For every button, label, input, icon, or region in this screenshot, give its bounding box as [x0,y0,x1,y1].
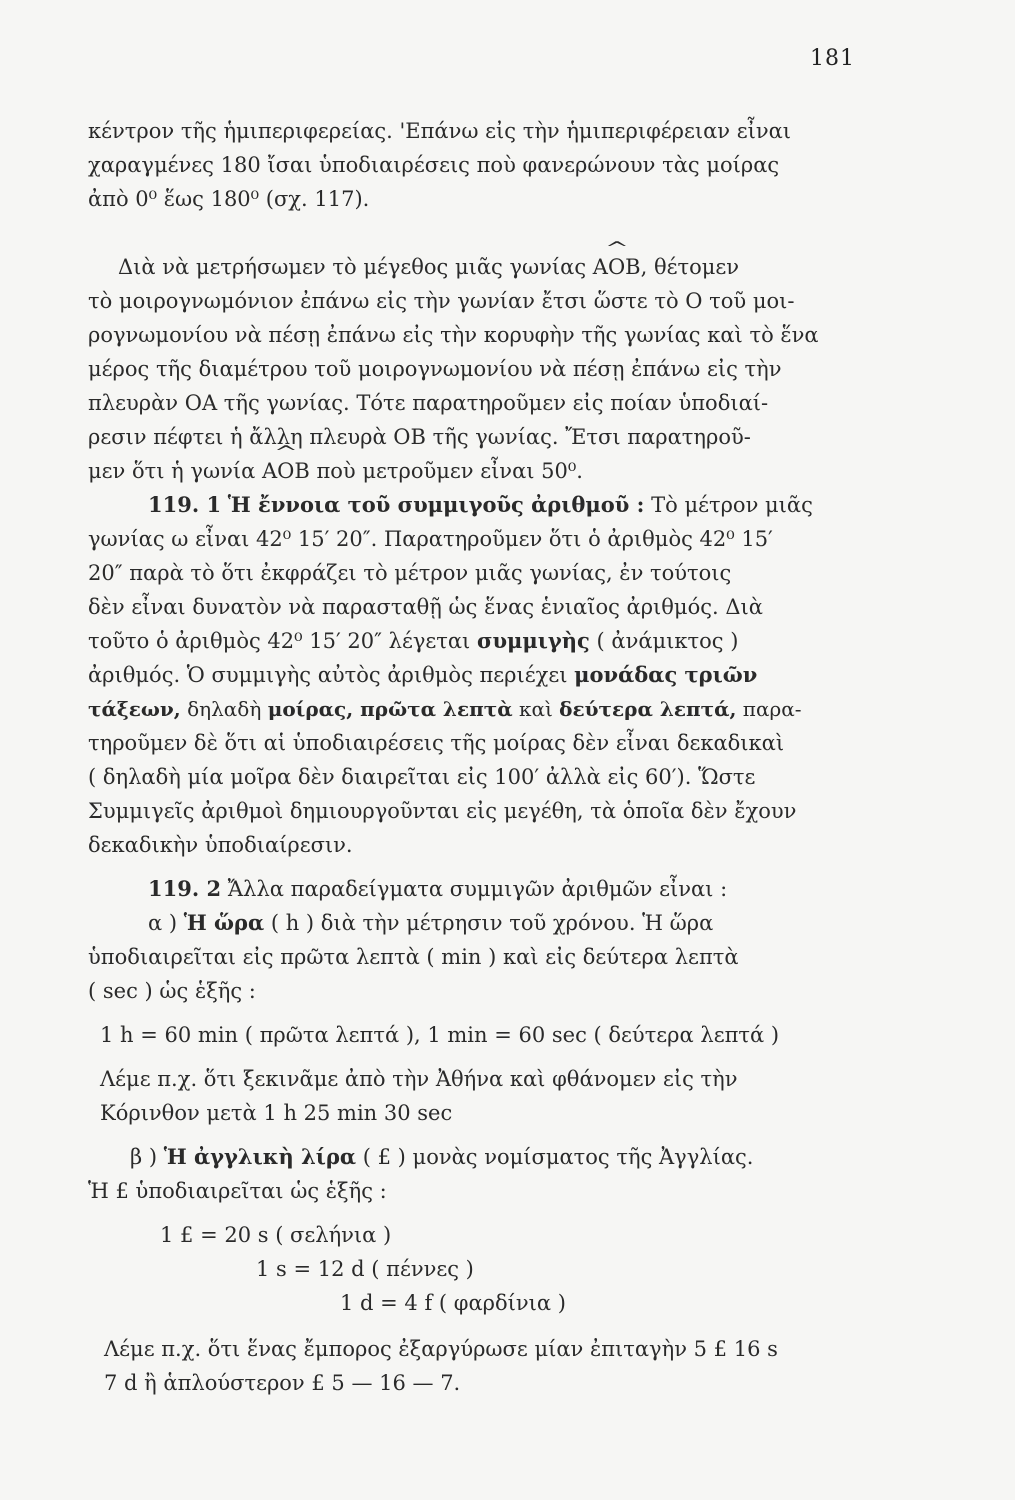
text-line: δὲν εἶναι δυνατὸν νὰ παρασταθῇ ὡς ἕνας ἑνιαῖος ἀριθμός. Διὰ [88,595,763,619]
text-line: τὸ μοιρογνωμόνιον ἐπάνω εἰς τὴν γωνίαν ἔτσι ὥστε τὸ Ο τοῦ μοι- [88,289,795,313]
text-line: Κόρινθον μετὰ 1 h 25 min 30 sec [100,1101,453,1125]
text-line: Λέμε π.χ. ὅτι ἕνας ἔμπορος ἐξαργύρωσε μίαν ἐπιταγὴν 5 £ 16 s [104,1337,778,1361]
text-line: 7 d ἢ ἁπλούστερον £ 5 — 16 — 7. [104,1371,461,1395]
text-line: χαραγμένες 180 ἴσαι ὑποδιαιρέσεις ποὺ φανερώνουν τὰς μοίρας [88,153,780,177]
text-line: ρεσιν πέφτει ἡ ἄλλη πλευρὰ ΟΒ τῆς γωνίας. Ἔτσι παρατηροῦ- [88,425,751,449]
text-line: γωνίας ω εἶναι 42⁰ 15′ 20″. Παρατηροῦμεν ὅτι ὁ ἀριθμὸς 42⁰ 15′ [88,527,773,551]
angle-aob: ^ AOB [262,458,310,484]
text-line: ἀπὸ 0⁰ ἕως 180⁰ (σχ. 117). [88,187,370,211]
text-line: ἀριθμός. Ὁ συμμιγὴς αὐτὸς ἀριθμὸς περιέχει μονάδας τριῶν [88,662,758,687]
text-line: Συμμιγεῖς ἀριθμοὶ δημιουργοῦνται εἰς μεγέθη, τὰ ὁποῖα δὲν ἔχουν [88,799,797,823]
text-line: Ἡ £ ὑποδιαιρεῖται ὡς ἑξῆς : [88,1179,387,1203]
section-title: Ἡ ἔννοια τοῦ συμμιγοῦς ἀριθμοῦ : [227,492,645,517]
text-line: ( δηλαδὴ μία μοῖρα δὲν διαιρεῖται εἰς 100′ ἀλλὰ εἰς 60′). Ὥστε [88,765,756,789]
text-line: Λέμε π.χ. ὅτι ξεκινᾶμε ἀπὸ τὴν Ἀθήνα καὶ φθάνομεν εἰς τὴν [100,1067,738,1091]
text-line: κέντρον τῆς ἡμιπεριφερείας. 'Επάνω εἰς τὴν ἡμιπεριφέρειαν εἶναι [88,119,792,143]
text-line: πλευρὰν ΟΑ τῆς γωνίας. Τότε παρατηροῦμεν εἰς ποίαν ὑποδιαί- [88,391,769,415]
section-number: 119. 2 [148,876,222,901]
text-line: α ) Ἡ ὥρα ( h ) διὰ τὴν μέτρησιν τοῦ χρόνου. Ἡ ὥρα [148,910,714,935]
text-line: ( sec ) ὡς ἑξῆς : [88,979,256,1003]
text-line: β ) Ἡ ἀγγλικὴ λίρα ( £ ) μονὰς νομίσματος τῆς Ἀγγλίας. [130,1144,754,1169]
text-line: τοῦτο ὁ ἀριθμὸς 42⁰ 15′ 20″ λέγεται συμμιγὴς ( ἀνάμικτος ) [88,628,739,653]
text-line: δεκαδικὴν ὑποδιαίρεσιν. [88,833,353,857]
equation-line: 1 £ = 20 s ( σελήνια ) [160,1223,392,1247]
text-line: μέρος τῆς διαμέτρου τοῦ μοιρογνωμονίου νὰ πέσῃ ἐπάνω εἰς τὴν [88,357,782,381]
text-line: ὑποδιαιρεῖται εἰς πρῶτα λεπτὰ ( min ) καὶ εἰς δεύτερα λεπτὰ [88,945,739,969]
text-line: Διὰ νὰ μετρήσωμεν τὸ μέγεθος μιᾶς γωνίας ^ AOB, θέτομεν [118,254,739,280]
text-line: τηροῦμεν δὲ ὅτι αἱ ὑποδιαιρέσεις τῆς μοίρας δὲν εἶναι δεκαδικαὶ [88,731,785,755]
page-number: 181 [810,46,855,71]
equation-line: 1 d = 4 f ( φαρδίνια ) [340,1291,566,1315]
angle-aob: ^ AOB [593,254,641,280]
text-line: 20″ παρὰ τὸ ὅτι ἐκφράζει τὸ μέτρον μιᾶς γωνίας, ἐν τούτοις [88,561,732,585]
equation-line: 1 s = 12 d ( πέννες ) [256,1257,474,1281]
text-line: μεν ὅτι ἡ γωνία ^ AOB ποὺ μετροῦμεν εἶναι 50⁰. [88,458,583,484]
text-line: ρογνωμονίου νὰ πέσῃ ἐπάνω εἰς τὴν κορυφὴν τῆς γωνίας καὶ τὸ ἕνα [88,323,819,347]
equation-line: 1 h = 60 min ( πρῶτα λεπτά ), 1 min = 60 sec ( δεύτερα λεπτά ) [100,1023,780,1047]
section-number: 119. 1 [148,492,222,517]
section-heading-119-2: 119. 2 Ἄλλα παραδείγματα συμμιγῶν ἀριθμῶν εἶναι : [148,876,728,901]
section-heading-119-1: 119. 1 Ἡ ἔννοια τοῦ συμμιγοῦς ἀριθμοῦ : Τὸ μέτρον μιᾶς [148,492,813,517]
text-line: τάξεων, δηλαδὴ μοίρας, πρῶτα λεπτὰ καὶ δεύτερα λεπτά, παρα- [88,697,802,721]
